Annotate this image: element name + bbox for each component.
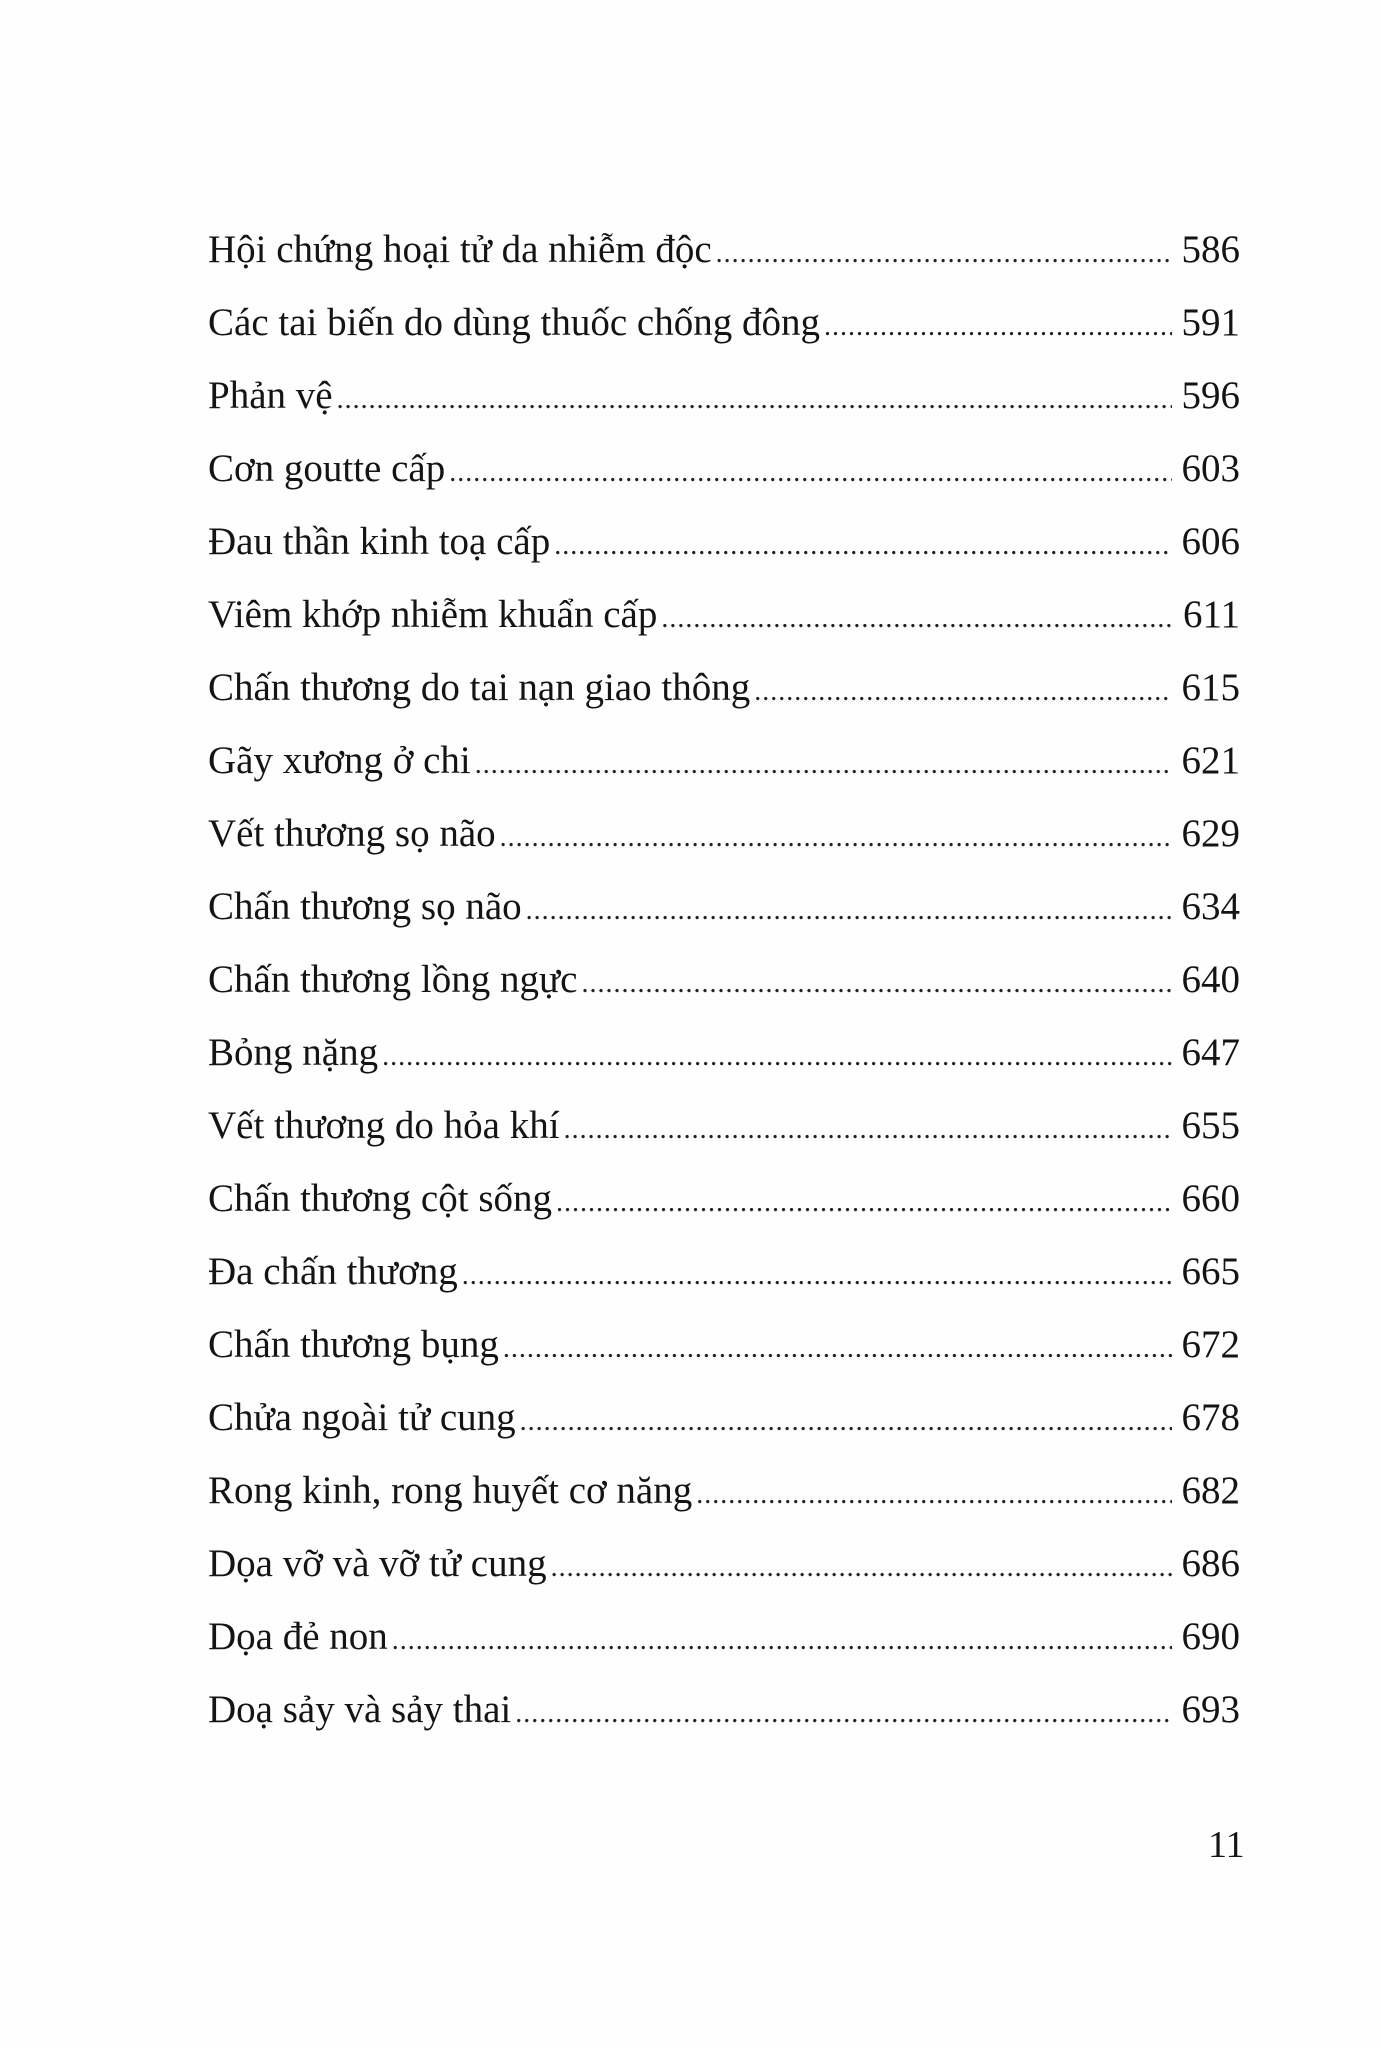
toc-entry <box>208 359 1240 432</box>
toc-entry-page: 606 <box>1181 520 1240 563</box>
dot-leader <box>526 874 1172 947</box>
toc-entry <box>208 1089 1240 1162</box>
dot-leader <box>661 582 1172 655</box>
toc-entry <box>208 1235 1240 1308</box>
toc-entry-title: Rong kinh, rong huyết cơ năng <box>208 1469 693 1512</box>
toc-entry <box>208 505 1240 578</box>
table-of-contents <box>208 213 1240 1746</box>
dot-leader <box>500 801 1172 874</box>
toc-entry <box>208 1527 1240 1600</box>
dot-leader <box>515 1677 1172 1750</box>
toc-entry-page: 634 <box>1181 885 1240 928</box>
dot-leader <box>392 1604 1172 1677</box>
toc-entry <box>208 213 1240 286</box>
toc-entry-title: Chấn thương lồng ngực <box>208 958 578 1001</box>
dot-leader <box>716 217 1172 290</box>
dot-leader <box>554 509 1172 582</box>
toc-entry-title: Hội chứng hoại tử da nhiễm độc <box>208 228 712 271</box>
toc-entry <box>208 1016 1240 1089</box>
toc-entry-title: Chấn thương bụng <box>208 1323 499 1366</box>
dot-leader <box>382 1020 1172 1093</box>
toc-entry-page: 591 <box>1181 301 1240 344</box>
toc-entry-page: 693 <box>1181 1688 1240 1731</box>
toc-entry <box>208 724 1240 797</box>
toc-entry-page: 678 <box>1181 1396 1240 1439</box>
toc-entry-page: 611 <box>1182 593 1240 636</box>
toc-entry-page: 660 <box>1181 1177 1240 1220</box>
toc-entry <box>208 651 1240 724</box>
toc-entry-title: Đau thần kinh toạ cấp <box>208 520 551 563</box>
toc-entry-title: Chấn thương cột sống <box>208 1177 552 1220</box>
toc-entry-title: Phản vệ <box>208 374 333 417</box>
dot-leader <box>581 947 1172 1020</box>
toc-entry-title: Chửa ngoài tử cung <box>208 1396 516 1439</box>
toc-entry <box>208 943 1240 1016</box>
toc-entry-title: Đa chấn thương <box>208 1250 458 1293</box>
dot-leader <box>556 1166 1172 1239</box>
toc-entry-page: 655 <box>1181 1104 1240 1147</box>
toc-entry <box>208 1673 1240 1746</box>
toc-entry <box>208 286 1240 359</box>
page-number: 11 <box>1208 1824 1245 1866</box>
toc-entry-title: Chấn thương do tai nạn giao thông <box>208 666 751 709</box>
toc-entry <box>208 1381 1240 1454</box>
toc-entry <box>208 432 1240 505</box>
toc-entry-page: 690 <box>1181 1615 1240 1658</box>
toc-entry-page: 586 <box>1181 228 1240 271</box>
toc-entry-page: 629 <box>1181 812 1240 855</box>
toc-entry-title: Vết thương sọ não <box>208 812 496 855</box>
toc-entry-page: 621 <box>1181 739 1240 782</box>
toc-entry <box>208 1162 1240 1235</box>
toc-entry-title: Gãy xương ở chi <box>208 739 471 782</box>
toc-entry-page: 640 <box>1181 958 1240 1001</box>
dot-leader <box>520 1385 1172 1458</box>
toc-entry-title: Bỏng nặng <box>208 1031 379 1074</box>
toc-entry-page: 596 <box>1181 374 1240 417</box>
dot-leader <box>337 363 1172 436</box>
dot-leader <box>551 1531 1172 1604</box>
dot-leader <box>824 290 1172 363</box>
dot-leader <box>696 1458 1172 1531</box>
toc-entry-title: Viêm khớp nhiễm khuẩn cấp <box>208 593 658 636</box>
toc-entry <box>208 1308 1240 1381</box>
toc-entry-title: Cơn goutte cấp <box>208 447 446 490</box>
toc-entry-page: 615 <box>1181 666 1240 709</box>
toc-entry-page: 647 <box>1181 1031 1240 1074</box>
dot-leader <box>462 1239 1172 1312</box>
toc-entry-title: Các tai biến do dùng thuốc chống đông <box>208 301 820 344</box>
dot-leader <box>503 1312 1172 1385</box>
toc-entry-title: Vết thương do hỏa khí <box>208 1104 560 1147</box>
toc-entry <box>208 1600 1240 1673</box>
toc-entry <box>208 578 1240 651</box>
dot-leader <box>754 655 1172 728</box>
dot-leader <box>475 728 1172 801</box>
dot-leader <box>449 436 1172 509</box>
toc-entry-page: 672 <box>1181 1323 1240 1366</box>
toc-entry-page: 686 <box>1181 1542 1240 1585</box>
toc-entry-page: 682 <box>1181 1469 1240 1512</box>
toc-entry <box>208 870 1240 943</box>
toc-entry-title: Doạ sảy và sảy thai <box>208 1688 512 1731</box>
toc-entry-title: Dọa đẻ non <box>208 1615 388 1658</box>
dot-leader <box>564 1093 1172 1166</box>
toc-entry-page: 603 <box>1181 447 1240 490</box>
toc-entry-title: Dọa vỡ và vỡ tử cung <box>208 1542 547 1585</box>
toc-entry-title: Chấn thương sọ não <box>208 885 522 928</box>
toc-entry <box>208 797 1240 870</box>
toc-entry-page: 665 <box>1181 1250 1240 1293</box>
toc-entry <box>208 1454 1240 1527</box>
